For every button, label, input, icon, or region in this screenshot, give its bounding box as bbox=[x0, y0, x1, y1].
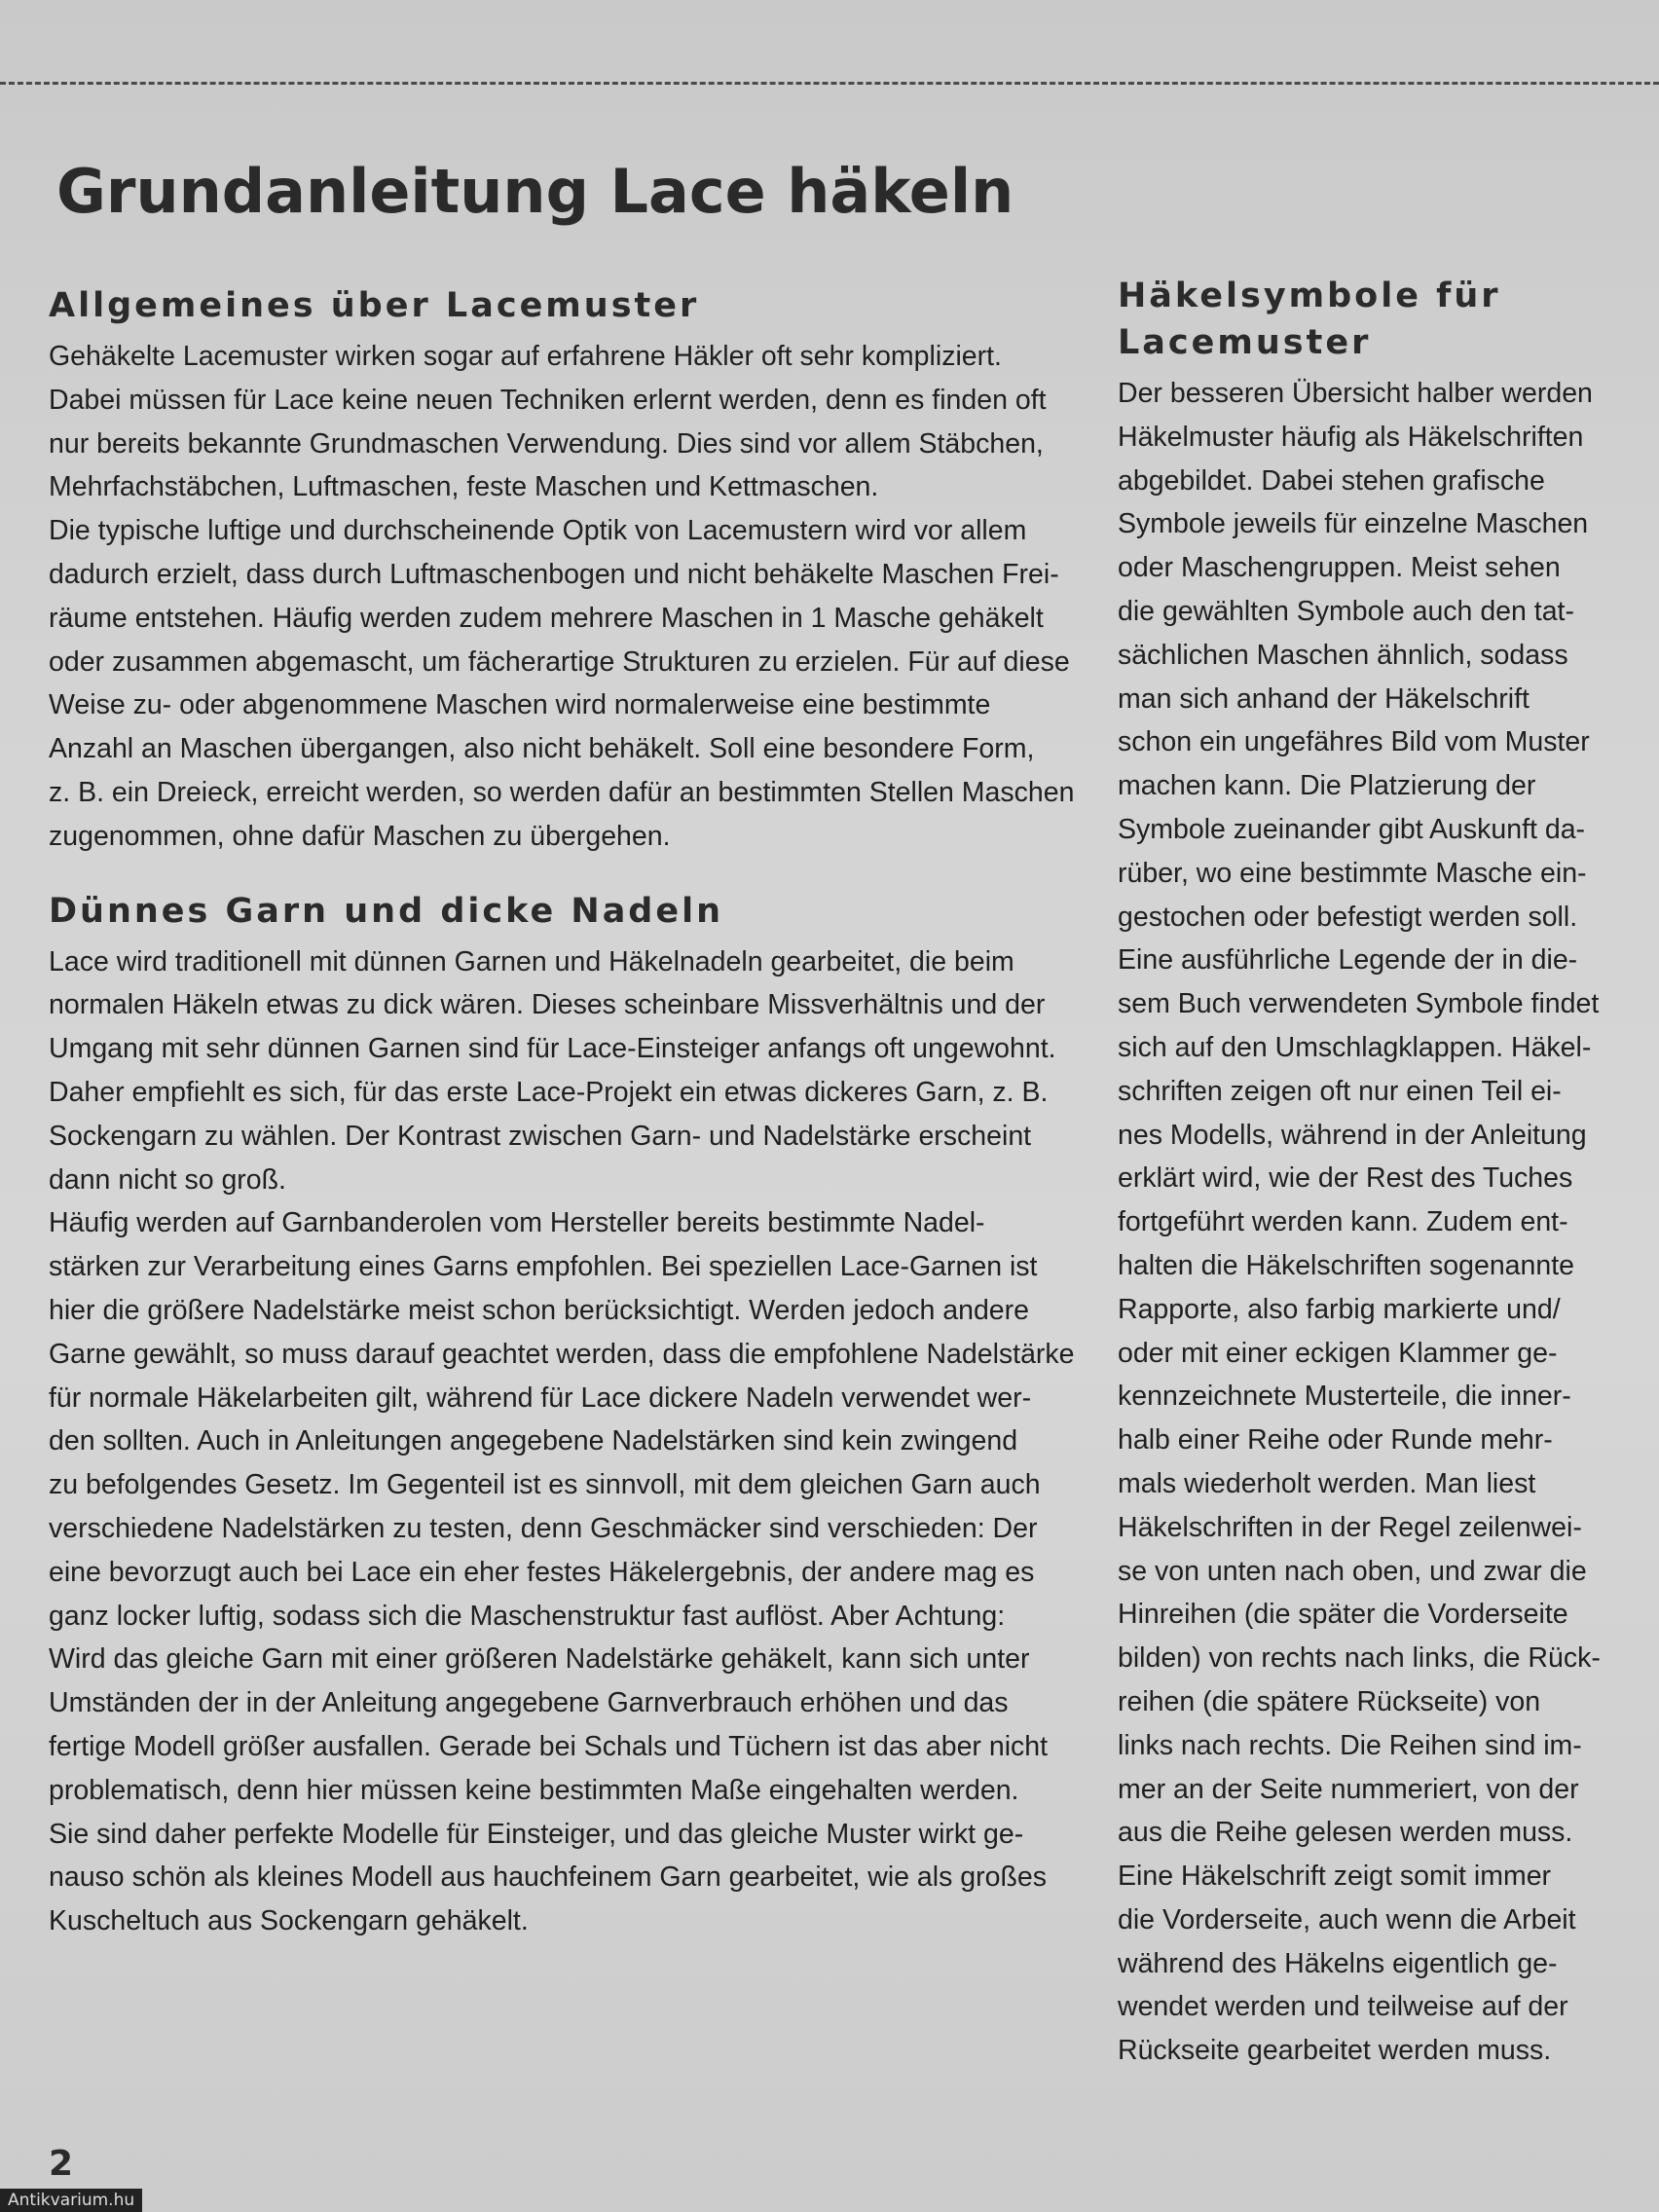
text-line: Symbole zueinander gibt Auskunft da- bbox=[1118, 813, 1586, 845]
text-line: sächlichen Maschen ähnlich, sodass bbox=[1118, 639, 1568, 671]
section-allgemeines bbox=[49, 282, 1075, 859]
text-line: kennzeichnete Musterteile, die inner- bbox=[1118, 1381, 1571, 1413]
text-line: die Vorderseite, auch wenn die Arbeit bbox=[1118, 1903, 1576, 1936]
text-line: zu befolgendes Gesetz. Im Gegenteil ist es sinnvoll, mit dem gleichen Garn auch bbox=[49, 1469, 1041, 1501]
text-line: Dabei müssen für Lace keine neuen Techniken erlernt werden, denn es finden oft bbox=[49, 384, 1047, 416]
text-line: Umständen der in der Anleitung angegebene Garnverbrauch erhöhen und das bbox=[49, 1687, 1009, 1719]
text-line: fortgeführt werden kann. Zudem ent- bbox=[1118, 1206, 1568, 1238]
text-line: Hinreihen (die später die Vorderseite bbox=[1118, 1599, 1568, 1631]
text-line: Häkelschriften in der Regel zeilenwei- bbox=[1118, 1511, 1582, 1543]
page-number: 2 bbox=[49, 2144, 74, 2184]
text-line: die gewählten Symbole auch den tat- bbox=[1118, 595, 1574, 627]
text-line: Daher empfiehlt es sich, für das erste Lace-Projekt ein etwas dickeres Garn, z. B. bbox=[49, 1076, 1049, 1108]
page-title: Grundanleitung Lace häkeln bbox=[56, 156, 1014, 227]
text-line: aus die Reihe gelesen werden muss. bbox=[1118, 1817, 1573, 1849]
text-line: gestochen oder befestigt werden soll. bbox=[1118, 901, 1578, 933]
text-line: man sich anhand der Häkelschrift bbox=[1118, 682, 1530, 715]
text-line: Gehäkelte Lacemuster wirken sogar auf erfahrene Häkler oft sehr kompliziert. bbox=[49, 341, 1002, 372]
text-line: schriften zeigen oft nur einen Teil ei- bbox=[1118, 1075, 1562, 1107]
heading-line: Lacemuster bbox=[1118, 323, 1372, 362]
text-line: Rückseite gearbeitet werden muss. bbox=[1118, 2035, 1552, 2067]
text-line: nauso schön als kleines Modell aus hauchfeinem Garn gearbeitet, wie als großes bbox=[49, 1862, 1047, 1894]
text-line: Häufig werden auf Garnbanderolen vom Hersteller bereits bestimmte Nadel- bbox=[49, 1207, 985, 1239]
text-line: den sollten. Auch in Anleitungen angegebene Nadelstärken sind kein zwingend bbox=[49, 1425, 1018, 1457]
text-line: machen kann. Die Platzierung der bbox=[1118, 770, 1536, 802]
text-line: reihen (die spätere Rückseite) von bbox=[1118, 1685, 1541, 1717]
text-line: oder Maschengruppen. Meist sehen bbox=[1118, 552, 1561, 584]
text-line: z. B. ein Dreieck, erreicht werden, so werden dafür an bestimmten Stellen Maschen bbox=[49, 776, 1075, 808]
dashed-cut-line bbox=[0, 82, 1659, 85]
text-line: Umgang mit sehr dünnen Garnen sind für Lace-Einsteiger anfangs oft ungewohnt. bbox=[49, 1033, 1056, 1065]
section-heading-haekelsymbole bbox=[1118, 273, 1624, 366]
text-line: sem Buch verwendeten Symbole findet bbox=[1118, 988, 1600, 1020]
text-line: rüber, wo eine bestimmte Masche ein- bbox=[1118, 857, 1587, 889]
text-line: Kuscheltuch aus Sockengarn gehäkelt. bbox=[49, 1905, 529, 1937]
text-line: Sie sind daher perfekte Modelle für Einsteiger, und das gleiche Muster wirkt ge- bbox=[49, 1818, 1024, 1850]
text-line: Anzahl an Maschen übergangen, also nicht behäkelt. Soll eine besondere Form, bbox=[49, 733, 1035, 765]
section-heading-allgemeines: Allgemeines über Lacemuster bbox=[49, 286, 700, 325]
section-body-allgemeines bbox=[49, 335, 1075, 859]
section-haekelsymbole bbox=[1118, 273, 1624, 2073]
text-line: Wird das gleiche Garn mit einer größeren Nadelstärke gehäkelt, kann sich unter bbox=[49, 1643, 1030, 1676]
text-line: dadurch erzielt, dass durch Luftmaschenbogen und nicht behäkelte Maschen Frei- bbox=[49, 558, 1059, 590]
text-line: Eine Häkelschrift zeigt somit immer bbox=[1118, 1861, 1552, 1893]
text-line: hier die größere Nadelstärke meist schon berücksichtigt. Werden jedoch andere bbox=[49, 1294, 1029, 1326]
text-line: Häkelmuster häufig als Häkelschriften bbox=[1118, 421, 1584, 453]
text-line: mer an der Seite nummeriert, von der bbox=[1118, 1773, 1579, 1805]
text-line: während des Häkelns eigentlich ge- bbox=[1118, 1947, 1558, 1979]
text-line: für normale Häkelarbeiten gilt, während für Lace dickere Nadeln verwendet wer- bbox=[49, 1382, 1032, 1414]
text-line: nur bereits bekannte Grundmaschen Verwendung. Dies sind vor allem Stäbchen, bbox=[49, 427, 1044, 460]
text-line: Lace wird traditionell mit dünnen Garnen und Häkelnadeln gearbeitet, die beim bbox=[49, 945, 1014, 977]
text-line: Sockengarn zu wählen. Der Kontrast zwischen Garn- und Nadelstärke erscheint bbox=[49, 1120, 1032, 1152]
text-line: wendet werden und teilweise auf der bbox=[1118, 1991, 1568, 2023]
text-line: Symbole jeweils für einzelne Maschen bbox=[1118, 508, 1589, 540]
text-line: stärken zur Verarbeitung eines Garns empfohlen. Bei speziellen Lace-Garnen ist bbox=[49, 1251, 1038, 1283]
section-body-duennes-garn bbox=[49, 940, 1075, 1943]
text-line: Die typische luftige und durchscheinende Optik von Lacemustern wird vor allem bbox=[49, 515, 1027, 547]
text-line: problematisch, denn hier müssen keine bestimmten Maße eingehalten werden. bbox=[49, 1774, 1019, 1806]
text-line: Weise zu- oder abgenommene Maschen wird normalerweise eine bestimmte bbox=[49, 689, 991, 721]
text-line: halb einer Reihe oder Runde mehr- bbox=[1118, 1424, 1553, 1456]
text-line: se von unten nach oben, und zwar die bbox=[1118, 1555, 1587, 1587]
section-duennes-garn bbox=[49, 888, 1075, 1943]
text-line: dann nicht so groß. bbox=[49, 1163, 286, 1196]
text-line: Rapporte, also farbig markierte und/ bbox=[1118, 1293, 1561, 1325]
text-line: eine bevorzugt auch bei Lace ein eher festes Häkelergebnis, der andere mag es bbox=[49, 1556, 1035, 1588]
text-line: erklärt wird, wie der Rest des Tuches bbox=[1118, 1162, 1573, 1195]
text-line: abgebildet. Dabei stehen grafische bbox=[1118, 464, 1545, 497]
text-line: schon ein ungefähres Bild vom Muster bbox=[1118, 726, 1590, 758]
left-column bbox=[49, 282, 1075, 1943]
text-line: halten die Häkelschriften sogenannte bbox=[1118, 1249, 1574, 1281]
text-line: Garne gewählt, so muss darauf geachtet werden, dass die empfohlene Nadelstärke bbox=[49, 1338, 1075, 1370]
text-line: zugenommen, ohne dafür Maschen zu übergehen. bbox=[49, 820, 671, 852]
text-line: links nach rechts. Die Reihen sind im- bbox=[1118, 1729, 1582, 1761]
watermark-label: Antikvarium.hu bbox=[0, 2189, 142, 2212]
text-line: nes Modells, während in der Anleitung bbox=[1118, 1119, 1587, 1151]
text-line: mals wiederholt werden. Man liest bbox=[1118, 1467, 1536, 1499]
text-line: fertige Modell größer ausfallen. Gerade bei Schals und Tüchern ist das aber nicht bbox=[49, 1730, 1049, 1762]
text-line: Eine ausführliche Legende der in die- bbox=[1118, 944, 1578, 977]
text-line: sich auf den Umschlagklappen. Häkel- bbox=[1118, 1031, 1592, 1063]
text-line: oder mit einer eckigen Klammer ge- bbox=[1118, 1337, 1558, 1369]
heading-line: Häkelsymbole für bbox=[1118, 276, 1501, 315]
text-line: Der besseren Übersicht halber werden bbox=[1118, 378, 1593, 409]
text-line: bilden) von rechts nach links, die Rück- bbox=[1118, 1642, 1601, 1675]
text-line: verschiedene Nadelstärken zu testen, denn Geschmäcker sind verschieden: Der bbox=[49, 1512, 1038, 1544]
section-heading-duennes-garn: Dünnes Garn und dicke Nadeln bbox=[49, 891, 724, 931]
text-line: Mehrfachstäbchen, Luftmaschen, feste Maschen und Kettmaschen. bbox=[49, 471, 879, 503]
text-line: normalen Häkeln etwas zu dick wären. Dieses scheinbare Missverhältnis und der bbox=[49, 989, 1046, 1021]
section-body-haekelsymbole bbox=[1118, 372, 1624, 2073]
text-line: ganz locker luftig, sodass sich die Maschenstruktur fast auflöst. Aber Achtung: bbox=[49, 1600, 1006, 1632]
right-column bbox=[1118, 273, 1624, 2073]
text-line: oder zusammen abgemascht, um fächerartige Strukturen zu erzielen. Für auf diese bbox=[49, 645, 1070, 678]
text-line: räume entstehen. Häufig werden zudem mehrere Maschen in 1 Masche gehäkelt bbox=[49, 602, 1044, 634]
